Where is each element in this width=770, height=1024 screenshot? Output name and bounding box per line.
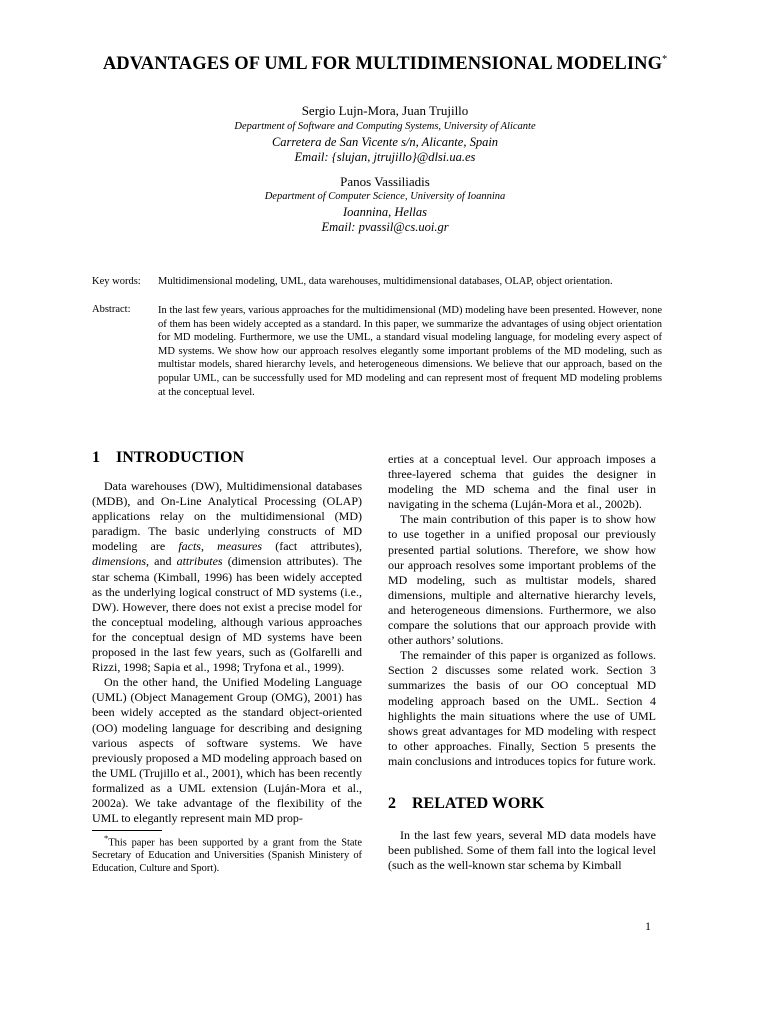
- footnote: *This paper has been supported by a grant from the State Secretary of Education and Universities (Spanish Ministery of Education, Culture and Sport).: [92, 833, 362, 875]
- title-footnote-mark: *: [662, 54, 668, 65]
- address-1: Carretera de San Vicente s/n, Alicante, Spain: [271, 135, 499, 149]
- authors-group-1: Sergio Lujn-Mora, Juan Trujillo: [301, 103, 469, 118]
- section-heading-related-work: 2 RELATED WORK: [388, 795, 545, 812]
- page-number: 1: [645, 919, 651, 933]
- introduction-right-column: [388, 452, 656, 769]
- email-2: Email: pvassil@cs.uoi.gr: [321, 220, 449, 234]
- email-1: Email: {slujan, jtrujillo}@dlsi.ua.es: [294, 150, 476, 164]
- address-2: Ioannina, Hellas: [342, 205, 428, 219]
- paper-title: ADVANTAGES OF UML FOR MULTIDIMENSIONAL MODELING*: [102, 54, 668, 75]
- introduction-left-column: [92, 479, 362, 826]
- authors-group-2: Panos Vassiliadis: [340, 174, 430, 189]
- keywords-text: Multidimensional modeling, UML, data warehouses, multidimensional databases, OLAP, object orientation.: [158, 276, 613, 287]
- intro-paragraph-4: The remainder of this paper is organized as follows. Section 2 discusses some related work. Section 3 summarizes the basis of our OO conceptual MD modeling approach based on the UML. Section 4 highlights the main situations where the use of UML shows great advantages for MD modeling with respect to other approaches. Finally, Section 5 presents the main conclusions and introduces topics for future work.: [388, 648, 656, 768]
- abstract-label: Abstract:: [92, 304, 131, 315]
- related-work-column: [388, 828, 656, 873]
- intro-paragraph-3: The main contribution of this paper is to show how to use together in a unified proposal our previously presented partial solutions. Therefore, we show how our approach resolves some important problems of the MD modeling, such as multistar models, shared dimensions, multiple and alternative hierarchy levels, and heterogeneous dimensions. Furthermore, we also compare the solutions that our approach provide with other authors’ solutions.: [388, 512, 656, 648]
- affiliation-2: Department of Computer Science, University of Ioannina: [264, 191, 506, 202]
- abstract-text: In the last few years, various approaches for the multidimensional (MD) modeling have been presented. However, none of them has been widely accepted as a standard. In this paper, we summarize the advantages of using object orientation for MD modeling. Furthermore, we use the UML, a standard visual modeling language, for modeling every aspect of MD systems. We show how our approach resolves elegantly some important problems of the MD modeling, such as multistar models, shared hierarchy levels, and heterogeneous dimensions. We believe that our approach, based on the popular UML, can be successfully used for MD modeling and can represent most of frequent MD modeling problems at the conceptual level.: [158, 305, 662, 398]
- footnote-rule: [92, 830, 162, 831]
- intro-paragraph-2: On the other hand, the Unified Modeling Language (UML) (Object Management Group (OMG), 2001) has been widely accepted as the standard object-oriented (OO) modeling language for describing and designing various aspects of software systems. We have previously proposed a MD modeling approach based on the UML (Trujillo et al., 2001), which has been recently formalized as a UML extension (Luján-Mora et al., 2002a). We take advantage of the flexibility of the UML to elegantly represent main MD prop-: [92, 675, 362, 826]
- keywords-label: Key words:: [92, 276, 141, 287]
- intro-paragraph-continued: erties at a conceptual level. Our approach imposes a three-layered schema that guides the designer in modeling the MD schema and the final user in navigating in the schema (Luján-Mora et al., 2002b).: [388, 452, 656, 512]
- affiliation-1: Department of Software and Computing Systems, University of Alicante: [234, 121, 536, 132]
- intro-paragraph-1: Data warehouses (DW), Multidimensional databases (MDB), and On-Line Analytical Processing (OLAP) applications relay on the multidimensional (MD) paradigm. The basic underlying constructs of MD modeling are facts, measures (fact attributes), dimensions, and attributes (dimension attributes). The star schema (Kimball, 1996) has been widely accepted as the underlying logical construct of MD systems (i.e., DW). However, there does not exist a precise model for the conceptual modeling, although various approaches for the conceptual design of MD systems have been proposed in the last few years, such as (Golfarelli and Rizzi, 1998; Sapia et al., 1998; Tryfona et al., 1999).: [92, 479, 363, 675]
- related-work-paragraph-1: In the last few years, several MD data models have been published. Some of them fall into the logical level (such as the well-known star schema by Kimball: [388, 828, 656, 873]
- section-heading-introduction: 1 INTRODUCTION: [92, 449, 245, 466]
- footnote-mark: *: [104, 833, 109, 843]
